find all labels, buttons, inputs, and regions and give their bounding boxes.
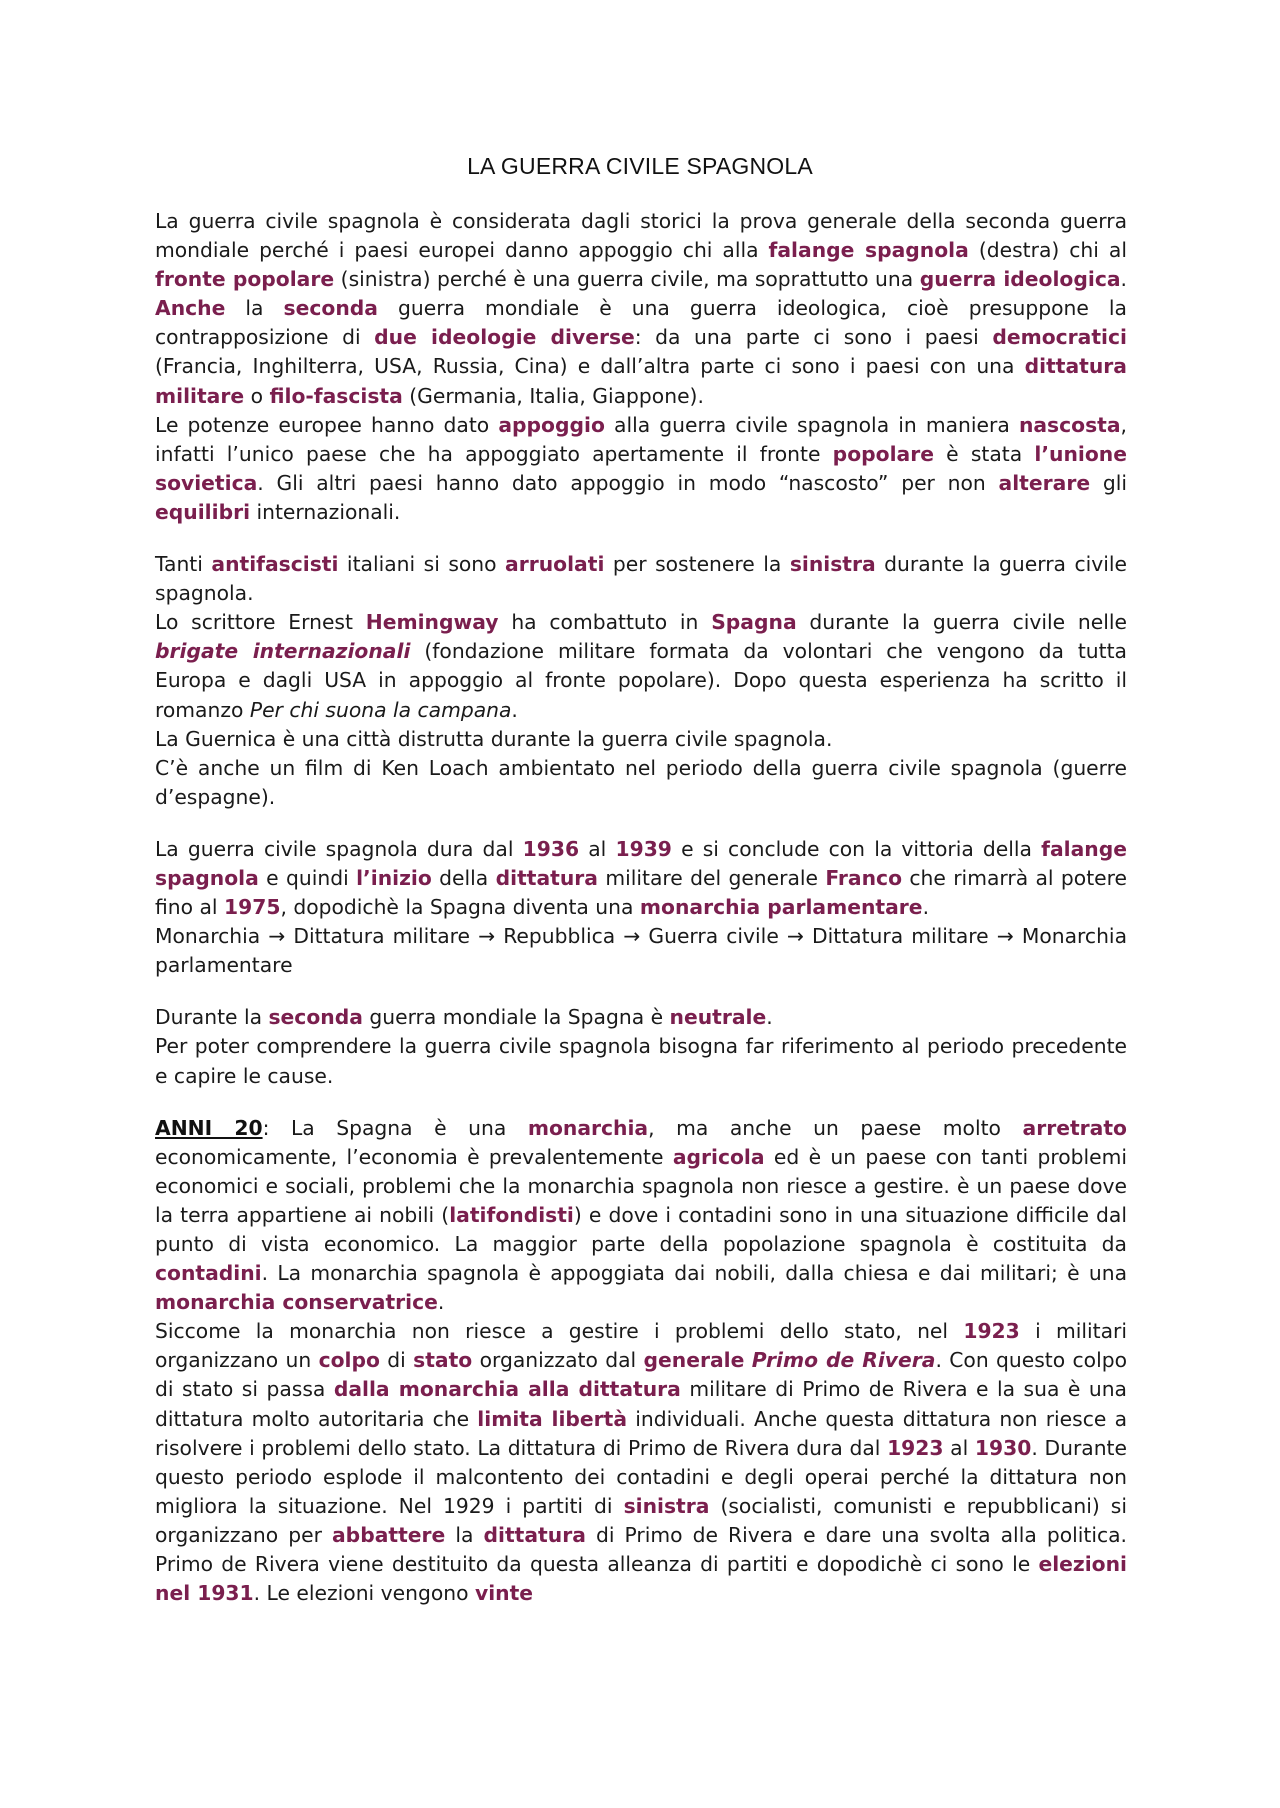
highlight: colpo — [318, 1348, 380, 1373]
highlight: sinistra — [789, 552, 876, 577]
highlight: guerra ideologica — [919, 267, 1121, 292]
highlight: falange spagnola — [155, 836, 1127, 890]
highlight: Hemingway — [365, 610, 499, 635]
highlight: elezioni nel 1931 — [155, 1552, 1127, 1606]
text: : da una parte ci sono i paesi — [634, 325, 993, 350]
highlight: nascosta — [1018, 412, 1121, 437]
highlight: dittatura militare — [155, 354, 1127, 408]
highlight: sinistra — [623, 1493, 710, 1518]
text: . La monarchia spagnola è appoggiata dai nobili, dalla chiesa e dai militari; è una — [261, 1261, 1127, 1286]
highlight: dittatura — [483, 1522, 586, 1547]
text: (sinistra) perché è una guerra civile, ma soprattutto una — [334, 267, 920, 292]
text: al — [943, 1435, 975, 1460]
highlight: Anche — [155, 296, 226, 321]
highlight: 1923 — [963, 1319, 1020, 1344]
text: Le potenze europee hanno dato — [155, 412, 499, 437]
highlight: due ideologie diverse — [374, 325, 635, 350]
text: Tanti — [155, 552, 212, 577]
highlight: arretrato — [1022, 1115, 1127, 1140]
paragraph-timeline: Monarchia → Dittatura militare → Repubblica → Guerra civile → Dittatura militare → Monarchia parlamentare — [155, 924, 1127, 978]
text: la — [225, 296, 284, 321]
text: internazionali. — [250, 499, 401, 524]
highlight: brigate internazionali — [155, 639, 411, 664]
text: Siccome la monarchia non riesce a gestire i problemi dello stato, nel — [155, 1319, 964, 1344]
text: ed è un paese con tanti problemi economici e sociali, problemi che la monarchia spagnola non riesce a gestire. è un paese dove la terra appartiene ai nobili ( — [155, 1144, 1127, 1227]
text: La guerra civile spagnola dura dal — [155, 836, 523, 861]
document-body — [155, 207, 1127, 1608]
highlight: generale — [643, 1348, 745, 1373]
highlight: fronte popolare — [155, 267, 335, 292]
highlight: 1975 — [224, 895, 281, 920]
section-heading: ANNI 20 — [155, 1115, 263, 1140]
highlight: vinte — [474, 1581, 534, 1606]
highlight: agricola — [672, 1144, 765, 1169]
text: (socialisti, comunisti e repubblicani) si organizzano per — [155, 1493, 1128, 1547]
text: per sostenere la — [604, 552, 790, 577]
text: , infatti l’unico paese che ha appoggiato apertamente il fronte — [155, 412, 1127, 466]
text: ) e dove i contadini sono in una situazione difficile dal punto di vista economico. La maggior parte della popolazione spagnola è costituita da — [155, 1202, 1127, 1256]
paragraph-neutral — [155, 1003, 1127, 1032]
highlight: 1939 — [615, 836, 672, 861]
highlight: 1930 — [974, 1435, 1032, 1460]
highlight: filo-fascista — [269, 383, 403, 408]
page-title: LA GUERRA CIVILE SPAGNOLA — [467, 153, 813, 179]
text: gli — [1090, 470, 1127, 495]
text: , dopodichè la Spagna diventa una — [280, 895, 640, 920]
highlight: l’inizio — [356, 865, 432, 890]
text: . — [511, 697, 518, 722]
paragraph-primo-de-rivera — [155, 1317, 1127, 1608]
paragraph-european-powers — [155, 411, 1127, 527]
text: e si conclude con la vittoria della — [671, 836, 1042, 861]
text: La guerra civile spagnola è considerata dagli storici la prova generale della seconda guerra mondiale perché i paesi europei danno appoggio chi alla — [155, 209, 1127, 263]
text: : La Spagna è una — [262, 1115, 528, 1140]
text: militare di Primo de Rivera e la sua è una dittatura molto autoritaria che — [155, 1377, 1127, 1431]
text: (fondazione militare formata da volontari che vengono da tutta Europa e dagli USA in appoggio al fronte popolare). Dopo questa esperienza ha scritto il romanzo — [155, 639, 1127, 722]
text: è stata — [933, 441, 1035, 466]
text: . Con questo colpo di stato si passa — [155, 1348, 1127, 1402]
paragraph-antifascists — [155, 550, 1127, 608]
text: Lo scrittore Ernest — [155, 610, 366, 635]
text: o — [244, 383, 270, 408]
text: durante la guerra civile nelle — [796, 610, 1127, 635]
highlight: contadini — [155, 1261, 262, 1286]
paragraph-ken-loach: C’è anche un film di Ken Loach ambientato nel periodo della guerra civile spagnola (guerre d’espagne). — [155, 755, 1127, 809]
paragraph-intro — [155, 207, 1127, 411]
text: . — [437, 1290, 445, 1315]
highlight: falange spagnola — [768, 238, 969, 263]
highlight: monarchia conservatrice — [155, 1290, 438, 1315]
text: . — [1120, 267, 1127, 292]
text: individuali. Anche questa dittatura non riesce a risolvere i problemi dello stato. La dittatura di Primo de Rivera dura dal — [155, 1406, 1127, 1460]
text: al — [579, 836, 616, 861]
text: di — [379, 1348, 414, 1373]
highlight: dalla monarchia alla dittatura — [333, 1377, 681, 1402]
text: militare del generale — [597, 865, 826, 890]
text: la — [445, 1522, 484, 1547]
text: durante la guerra civile spagnola. — [155, 552, 1127, 606]
paragraph-guernica: La Guernica è una città distrutta durante la guerra civile spagnola. — [155, 726, 833, 751]
text: della — [431, 865, 496, 890]
highlight: monarchia parlamentare — [639, 895, 923, 920]
highlight: abbattere — [332, 1522, 446, 1547]
paragraph-hemingway — [155, 608, 1127, 724]
highlight: democratici — [992, 325, 1127, 350]
paragraph-duration — [155, 835, 1127, 922]
text: , ma anche un paese molto — [648, 1115, 1023, 1140]
highlight: seconda — [283, 296, 378, 321]
highlight: 1936 — [522, 836, 580, 861]
text: . Durante questo periodo esplode il malcontento dei contadini e degli operai perché la dittatura non migliora la situazione. Nel 1929 i partiti di — [155, 1435, 1127, 1518]
highlight: latifondisti — [449, 1202, 574, 1227]
text: . Gli altri paesi hanno dato appoggio in modo “nascosto” per non — [257, 470, 999, 495]
text: economicamente, l’economia è prevalentemente — [155, 1144, 673, 1169]
text: alla guerra civile spagnola in maniera — [604, 412, 1019, 437]
paragraph-anni-20 — [155, 1114, 1127, 1318]
highlight: Spagna — [711, 610, 797, 635]
highlight: Primo de Rivera — [751, 1348, 936, 1373]
text: ha combattuto in — [498, 610, 712, 635]
highlight: alterare — [998, 470, 1091, 495]
text: di Primo de Rivera e dare una svolta alla politica. Primo de Rivera viene destituito da questa alleanza di partiti e dopodichè ci sono le — [155, 1522, 1127, 1577]
highlight: 1923 — [887, 1435, 944, 1460]
highlight: appoggio — [498, 412, 605, 437]
text: italiani si sono — [338, 552, 506, 577]
text: guerra mondiale la Spagna è — [362, 1005, 670, 1030]
text: organizzato dal — [472, 1348, 644, 1373]
highlight: stato — [413, 1348, 473, 1373]
highlight: seconda — [268, 1005, 363, 1030]
text: (Germania, Italia, Giappone). — [402, 383, 704, 408]
highlight: neutrale — [669, 1005, 767, 1030]
text: (Francia, Inghilterra, USA, Russia, Cina) e dall’altra parte ci sono i paesi con una — [155, 354, 1025, 379]
highlight: dittatura — [495, 865, 598, 890]
highlight: equilibri — [155, 499, 251, 524]
text: che rimarrà al potere fino al — [155, 865, 1127, 920]
text: guerra mondiale è una guerra ideologica, cioè presuppone la contrapposizione di — [155, 296, 1127, 350]
text: . — [922, 895, 930, 920]
text: . — [766, 1005, 773, 1030]
text: e quindi — [258, 865, 357, 890]
text: (destra) chi al — [968, 238, 1127, 263]
highlight: antifascisti — [211, 552, 339, 577]
highlight: popolare — [832, 441, 934, 466]
text — [744, 1348, 751, 1372]
highlight: monarchia — [527, 1115, 649, 1140]
text: Durante la — [155, 1005, 269, 1030]
paragraph-causes: Per poter comprendere la guerra civile spagnola bisogna far riferimento al periodo precedente e capire le cause. — [155, 1034, 1127, 1088]
highlight: arruolati — [505, 552, 605, 577]
highlight: l’unione sovietica — [155, 441, 1127, 495]
text: i militari organizzano un — [155, 1319, 1127, 1373]
book-title: Per chi suona la campana — [249, 697, 512, 722]
highlight: Franco — [825, 865, 903, 890]
highlight: limita libertà — [477, 1406, 628, 1431]
text: . Le elezioni vengono — [253, 1581, 475, 1606]
